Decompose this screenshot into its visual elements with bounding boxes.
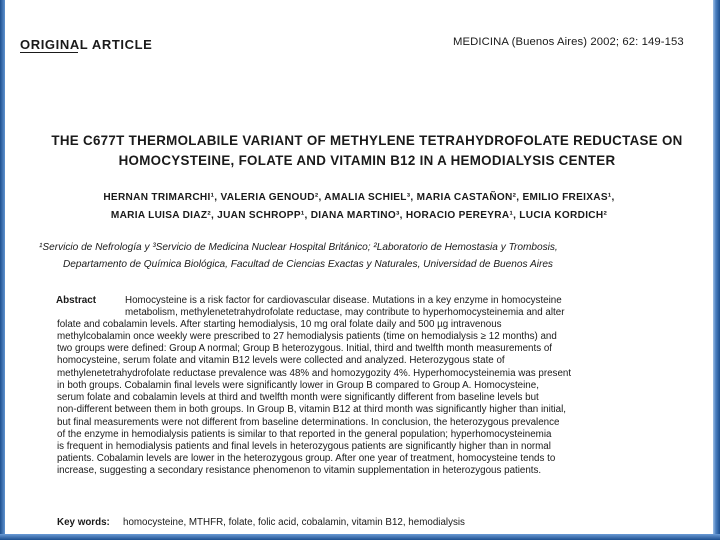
abstract-line: methylenetetrahydrofolate reductase prevalence was 48% and homozygozity 4%. Hyperhomocysteinemia was present	[57, 368, 572, 379]
section-label: ORIGINAL ARTICLE	[20, 37, 153, 52]
keywords-text: homocysteine, MTHFR, folate, folic acid, cobalamin, vitamin B12, hemodialysis	[123, 517, 465, 528]
paper-title-line-1: THE C677T THERMOLABILE VARIANT OF METHYLENE TETRAHYDROFOLATE REDUCTASE ON	[51, 133, 683, 148]
paper-title-line-2: HOMOCYSTEINE, FOLATE AND VITAMIN B12 IN A HEMODIALYSIS CENTER	[118, 153, 616, 168]
abstract-line: in both groups. Cobalamin final levels were significantly lower in Group B compared to Group A. Homocysteine,	[57, 380, 539, 391]
slide-frame-right	[713, 0, 720, 540]
abstract-line: folate and cobalamin levels. After starting hemodialysis, 10 mg oral folate daily and 500 µg intravenous	[57, 319, 502, 330]
abstract-line: Homocysteine is a risk factor for cardiovascular disease. Mutations in a key enzyme in homocysteine	[125, 295, 562, 306]
abstract-line: patients. Cobalamin levels are lower in the heterozygous group. After one year of treatment, homocysteine tends to	[57, 453, 556, 464]
abstract-line: is frequent in hemodialysis patients and final levels in heterozygous patients are significantly higher than in normal	[57, 441, 551, 452]
abstract-line: methylcobalamin once weekly were prescribed to 27 hemodialysis patients (time on hemodialysis ≥ 12 months) and	[57, 331, 557, 342]
affiliation-line-1: ¹Servicio de Nefrología y ³Servicio de Medicina Nuclear Hospital Británico; ²Laboratorio de Hemostasia y Trombosis,	[39, 242, 558, 253]
keywords-label: Key words:	[57, 517, 110, 528]
abstract-line: serum folate and cobalamin levels at third and twelfth month were significantly different from baseline levels but	[57, 392, 539, 403]
abstract-line: increase, suggesting a secondary resistance phenomenon to vitamin supplementation in heterozygous patients.	[57, 465, 542, 476]
authors-line-2: MARIA LUISA DIAZ², JUAN SCHROPP¹, DIANA MARTINO³, HORACIO PEREYRA¹, LUCIA KORDICH²	[110, 210, 608, 221]
abstract-line: two groups were defined: Group A normal; Group B heterozygous. Initial, third and twelfth month measurements of	[57, 343, 553, 354]
abstract-line: metabolism, methylenetetrahydrofolate reductase, may contribute to hyperhomocysteinemia and alter	[125, 307, 565, 318]
abstract-line: non-different between them in both groups. In Group B, vitamin B12 at third month was significantly higher than initial,	[57, 404, 566, 415]
abstract-label: Abstract	[56, 295, 97, 306]
abstract-line: of the enzyme in hemodialysis patients is similar to that reported in the general population; hyperhomocysteinemia	[57, 429, 552, 440]
affiliation-line-2: Departamento de Química Biológica, Facultad de Ciencias Exactas y Naturales, Universidad de Buenos Aires	[63, 259, 553, 270]
section-label-underline	[20, 52, 78, 53]
paper-page	[5, 0, 713, 534]
journal-reference: MEDICINA (Buenos Aires) 2002; 62: 149-153	[453, 36, 684, 48]
abstract-line: but final measurements were not different from baseline determinations. In conclusion, the heterozygous prevalence	[57, 417, 560, 428]
slide-frame-bottom	[0, 534, 720, 540]
authors-line-1: HERNAN TRIMARCHI¹, VALERIA GENOUD², AMALIA SCHIEL³, MARIA CASTAÑON², EMILIO FREIXAS¹,	[103, 192, 615, 203]
abstract-line: homocysteine, serum folate and vitamin B12 levels were collected and analyzed. Heterozygous state of	[57, 355, 505, 366]
